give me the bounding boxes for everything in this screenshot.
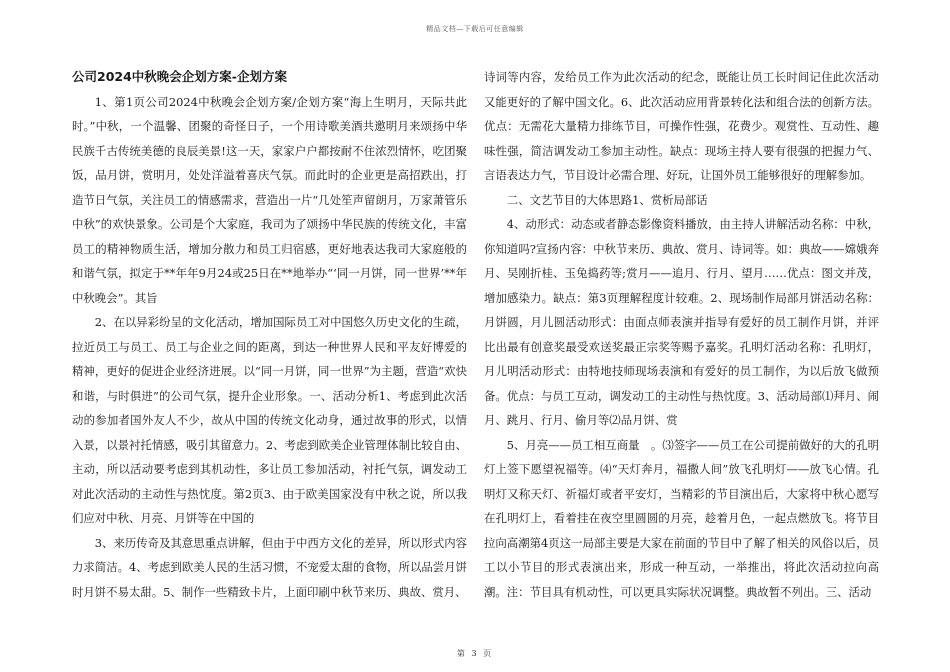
page-header: 精品文档—下载后可任意编辑 [426,25,524,33]
right-column [484,65,879,604]
paragraph: 诗词等内容，发给员工作为此次活动的纪念，既能让员工长时间记住此次活动又能更好的了解中国文化。6、此次活动应用背景转化法和组合法的创新方法。优点：无需花大量精力排练节目，可操作性强，花费少。观赏性、互动性、趣味性强，简洁调发动工参加主动性。缺点：现场主持人要有很强的把握力气、言语表达力气，节目设计必需合理、好玩，让国外员工能够很好的理解参加。 [484,70,879,182]
section-heading: 二、文艺节目的大体思路1、赏析局部话 [506,192,708,207]
paragraph: 2、在以异彩纷呈的文化活动，增加国际员工对中国悠久历史文化的生疏，拉近员工与员工、员工与企业之间的距离，到达一种世界人民和平友好博爱的精神，更好的促进企业经济进展。以“同一月饼，同一世界”为主题，营造“欢快和谐，与时俱进”的公司气氛，提升企业形象。一、活动分析1、考虑到此次活动的参加者国外友人不少，故从中国的传统文化动身，通过故事的形式，以情入景，以景衬托情感，吸引其留意力。2、考虑到欧美企业管理体制比较自由、主动，所以活动要考虑到其机动性，多让员工参加活动，衬托气氛，调发动工对此次活动的主动性与热忱度。第2页3、由于欧美国家没有中秋之说，所以我们应对中秋、月亮、月饼等在中国的 [72,315,467,525]
paragraph: 1、第1页公司2024中秋晚会企划方案/企划方案“海上生明月，天际共此时。”中秋，一个温馨、团聚的奇怪日子，一个用诗歌美酒共邀明月来颂扬中华民族千古传统美德的良辰美景!这一天，家家户户都按耐不住浓烈情怀，吃团聚饭，品月饼，赏明月，处处洋溢着喜庆气氛。而此时的企业更是高招跌出，打造节日气氛，关注员工的情感需求，营造出一片“几处笙声留朗月，万家萧管乐中秋”的欢快景象。公司是个大家庭，我司为了颂扬中华民族的传统文化，丰富员工的精神物质生活，增加分散力和员工归宿感，更好地表达我司大家庭般的和谐气氛，拟定于**年年9月24或25日在**地举办“‘同一月饼，同一世界’**年中秋晚会”。其旨 [72,94,467,305]
paragraph: 5、月亮——员工相互商量 。⑶签字——员工在公司提前做好的大的孔明灯上签下愿望祝福等。⑷“天灯奔月，福撒人间”放飞孔明灯——放飞心情。孔明灯又称天灯、祈福灯或者平安灯，当精彩的节目演出后，大家将中秋心愿写在孔明灯上，看着挂在夜空里圆圆的月亮，趁着月色，一起点燃放飞。将节目拉向高潮第4页这一局部主要是大家在前面的节目中了解了相关的风俗以后，员工以小节目的形式表演出来，形成一种互动，一举推出，将此次活动拉向高潮。注：节目具有机动性，可以更具实际状况调整。典故暂不列出。三、活动 [484,437,879,599]
paragraph: 4、动形式：动态或者静态影像资料播放，由主持人讲解活动名称：中秋，你知道吗?宣扬内容：中秋节来历、典故、赏月、诗词等。如：典故——嫦娥奔月、吴刚折桂、玉兔捣药等;赏月——追月、行月、望月……优点：图文并茂，增加感染力。缺点：第3页理解程度计较难。2、现场制作局部月饼活动名称：月饼圆，月儿圆活动形式：由面点师表演并指导有爱好的员工制作月饼，并评比出最有创意奖最受欢送奖最正宗奖等赐予嘉奖。孔明灯活动名称：孔明灯，月儿明活动形式：由特地技师现场表演和有爱好的员工制作，为以后放飞做预备。优点：与员工互动，调发动工的主动性与热忱度。3、活动局部⑴拜月、闹月、跳月、行月、偷月等⑵品月饼、赏 [484,217,879,427]
paragraph: 3、来历传奇及其意思重点讲解，但由于中西方文化的差异，所以形式内容力求简洁。4、考虑到欧美人民的生活习惯，不宠爱太甜的食物，所以品尝月饼时月饼不易太甜。5、制作一些精致卡片，上面印刷中秋节来历、典故、赏月、 [72,535,467,599]
left-column [72,65,467,604]
document-title: 公司2024中秋晚会企划方案-企划方案 [72,69,287,84]
page-number: 第 3 页 [456,649,494,658]
